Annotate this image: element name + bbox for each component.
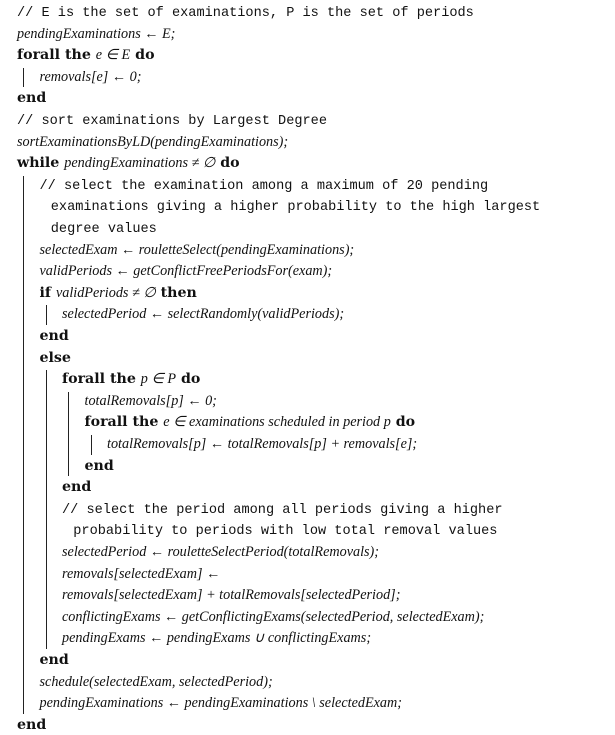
comment-text: // select the examination among a maximum of 20 pending xyxy=(39,178,489,194)
algorithm-line xyxy=(73,520,497,540)
keyword: end xyxy=(84,457,114,474)
statement-text: removals[e] ← 0; xyxy=(39,68,142,85)
statement-text: e ∈ E xyxy=(95,47,131,64)
keyword: do xyxy=(130,47,155,64)
algorithm-line xyxy=(40,326,69,346)
algorithm-line xyxy=(40,672,273,692)
statement-text: removals[selectedExam] ← xyxy=(62,565,221,582)
algorithm-line xyxy=(17,2,474,22)
keyword: else xyxy=(39,349,71,366)
algorithm-line xyxy=(62,304,344,324)
algorithm-line xyxy=(62,585,400,605)
keyword: forall the xyxy=(17,47,96,64)
algorithm-line xyxy=(62,477,91,497)
statement-text: pendingExams ← pendingExams ∪ conflictingExams; xyxy=(62,630,372,647)
statement-text: pendingExaminations ← pendingExaminations \ selectedExam; xyxy=(39,695,402,712)
statement-text: e ∈ examinations scheduled in period p xyxy=(163,414,391,431)
keyword: do xyxy=(176,371,201,388)
algorithm-line xyxy=(51,218,157,238)
algorithm-line xyxy=(17,715,46,735)
statement-text: p ∈ P xyxy=(140,371,177,388)
keyword: end xyxy=(17,90,47,107)
statement-text: removals[selectedExam] + totalRemovals[selectedPeriod]; xyxy=(62,587,401,604)
algorithm-line xyxy=(107,434,417,454)
algorithm-line xyxy=(17,45,155,65)
keyword: forall the xyxy=(62,371,141,388)
statement-text: totalRemovals[p] ← 0; xyxy=(84,392,217,409)
comment-text: degree values xyxy=(50,222,157,237)
statement-text: totalRemovals[p] ← totalRemovals[p] + removals[e]; xyxy=(107,436,418,452)
algorithm-line xyxy=(62,542,379,562)
block-scope-line xyxy=(68,392,69,476)
statement-text: sortExaminationsByLD(pendingExaminations); xyxy=(17,133,289,150)
keyword: do xyxy=(390,414,416,431)
statement-text: selectedPeriod ← rouletteSelectPeriod(totalRemovals); xyxy=(62,544,380,560)
keyword: do xyxy=(215,155,240,172)
algorithm-line xyxy=(40,348,71,368)
statement-text: schedule(selectedExam, selectedPeriod); xyxy=(39,673,273,690)
comment-text: examinations giving a higher probability to the high largest xyxy=(50,200,541,216)
algorithm-line xyxy=(40,240,355,260)
keyword: end xyxy=(17,716,47,733)
statement-text: validPeriods ≠ ∅ xyxy=(55,284,156,301)
algorithm-line xyxy=(62,628,371,648)
statement-text: selectedPeriod ← selectRandomly(validPeriods); xyxy=(62,306,345,323)
algorithm-line xyxy=(85,391,217,411)
algorithm-line xyxy=(40,175,489,195)
comment-text: // sort examinations by Largest Degree xyxy=(17,114,327,129)
algorithm-line xyxy=(51,196,540,216)
algorithm-line xyxy=(17,110,327,130)
algorithm-line xyxy=(62,369,200,389)
block-scope-line xyxy=(46,370,47,649)
keyword: then xyxy=(155,284,197,301)
keyword: end xyxy=(62,479,92,496)
algorithm-line xyxy=(40,693,403,713)
keyword: while xyxy=(17,155,65,172)
algorithm-line xyxy=(40,650,69,670)
block-scope-line xyxy=(91,435,92,455)
block-scope-line xyxy=(23,68,24,88)
comment-text: // E is the set of examinations, P is the set of periods xyxy=(17,6,474,21)
algorithm-line xyxy=(40,283,197,303)
comment-text: // select the period among all periods giving a higher xyxy=(62,502,503,518)
algorithm-line xyxy=(40,67,142,87)
comment-text: probability to periods with low total removal values xyxy=(73,524,498,540)
keyword: end xyxy=(39,652,69,668)
algorithm-line xyxy=(17,88,46,108)
statement-text: selectedExam ← rouletteSelect(pendingExaminations); xyxy=(39,241,355,258)
algorithm-line xyxy=(17,153,240,173)
algorithm-line xyxy=(85,412,416,432)
algorithm-line xyxy=(62,499,503,519)
block-scope-line xyxy=(46,305,47,325)
algorithm-line xyxy=(17,24,175,44)
block-scope-line xyxy=(23,176,24,714)
algorithm-line xyxy=(85,456,114,476)
algorithm-line xyxy=(40,261,333,281)
keyword: end xyxy=(39,328,69,344)
keyword: if xyxy=(39,284,56,301)
keyword: forall the xyxy=(84,414,164,431)
statement-text: pendingExaminations ← E; xyxy=(17,25,176,42)
statement-text: validPeriods ← getConflictFreePeriodsFor(exam); xyxy=(39,263,333,280)
statement-text: pendingExaminations ≠ ∅ xyxy=(64,155,216,172)
algorithm-line xyxy=(17,132,288,152)
algorithm-line xyxy=(62,564,220,584)
statement-text: conflictingExams ← getConflictingExams(selectedPeriod, selectedExam); xyxy=(62,608,485,625)
algorithm-line xyxy=(62,607,484,627)
